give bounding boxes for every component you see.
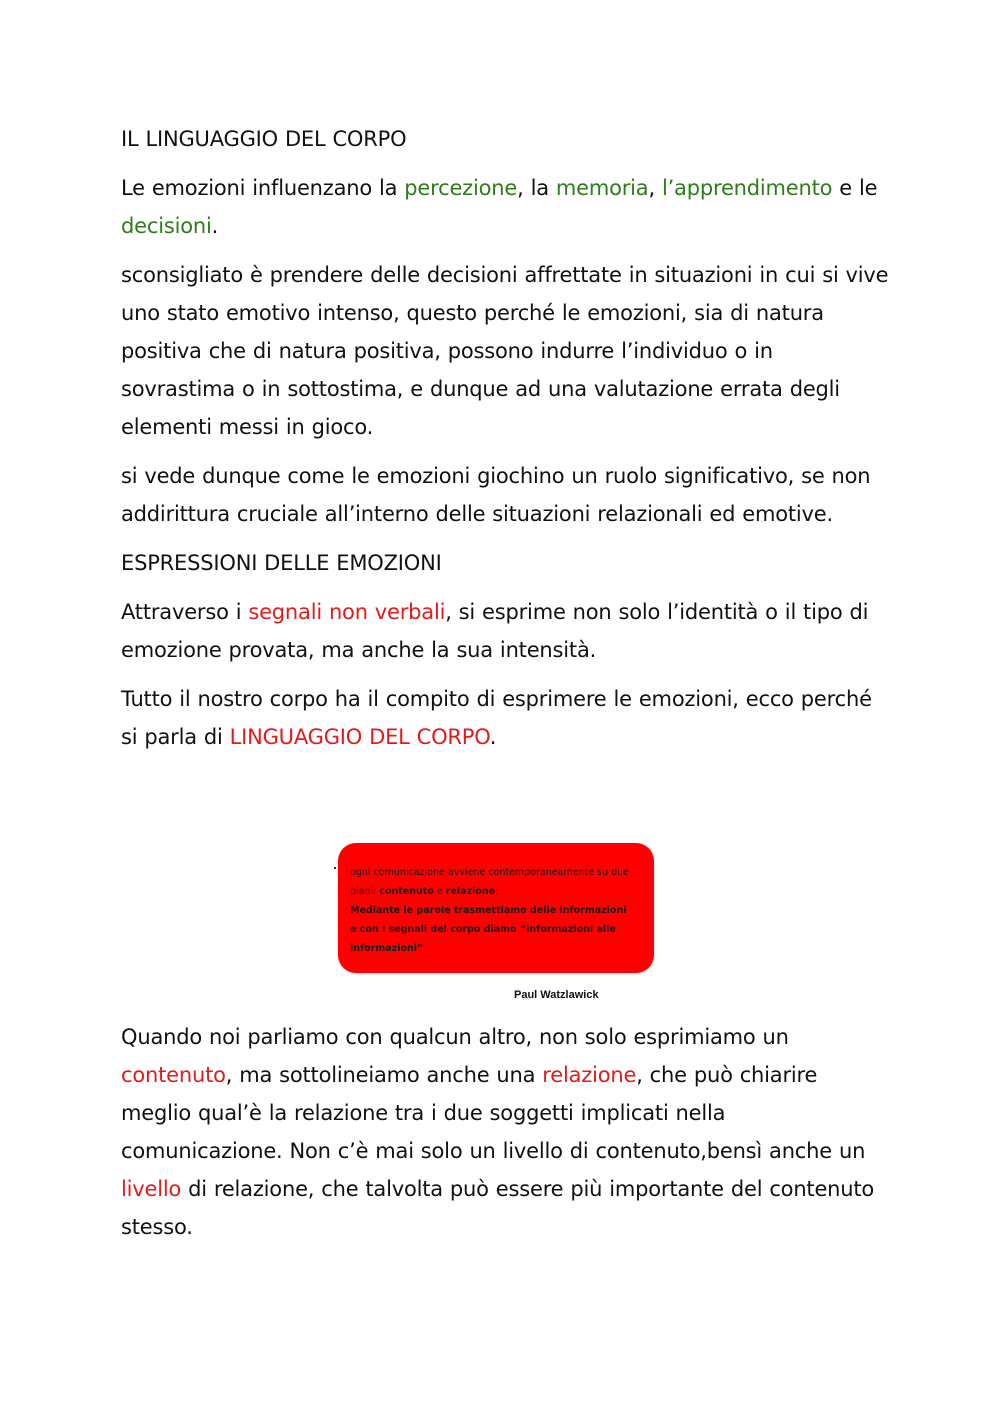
text-span: di relazione, che talvolta può essere più importante del contenuto stesso. <box>121 1177 875 1239</box>
text-span: , che può chiarire meglio qual’è la relazione tra i due soggetti implicati nella comunicazione. Non c’è mai solo un livello di contenuto,bensì anche un <box>121 1063 866 1163</box>
text-span: , la <box>517 176 556 200</box>
quote-line-4: e con i segnali del corpo diamo “informazioni alle <box>350 924 616 935</box>
text-span: , <box>648 176 662 200</box>
document-body-continued <box>121 1018 891 1257</box>
text-span: : <box>495 886 499 897</box>
text-span: , ma sottolineiamo anche una <box>225 1063 543 1087</box>
text-span: Quando noi parliamo con qualcun altro, non solo esprimiamo un <box>121 1025 789 1049</box>
highlight-apprendimento: l’apprendimento <box>661 176 833 200</box>
text-span: , si esprime non solo l’identità o il tipo di emozione provata, ma anche la sua intensità. <box>121 600 869 662</box>
quote-box <box>338 843 654 973</box>
text-span: . <box>489 725 497 749</box>
quote-line-3: Mediante le parole trasmettiamo delle informazioni <box>350 905 627 916</box>
quote-figure <box>334 843 656 1007</box>
text-span: e <box>433 886 446 897</box>
highlight-memoria: memoria <box>555 176 649 200</box>
text-span: Le emozioni influenzano la <box>121 176 405 200</box>
highlight-contenuto: contenuto <box>121 1063 226 1087</box>
quote-attribution: Paul Watzlawick <box>514 989 599 1001</box>
paragraph-attraverso <box>121 593 891 669</box>
paragraph-sconsigliato: sconsigliato è prendere delle decisioni affrettate in situazioni in cui si vive uno stato emotivo intenso, questo perché le emozioni, sia di natura positiva che di natura positiva, possono indurre l’individuo o in sovrastima o in sottostima, e dunque ad una valutazione errata degli elementi messi in gioco. <box>121 263 889 439</box>
highlight-relazione: relazione <box>542 1063 637 1087</box>
paragraph-si-vede-dunque: si vede dunque come le emozioni giochino un ruolo significativo, se non addirittura cruciale all’interno delle situazioni relazionali ed emotive. <box>121 464 871 526</box>
quote-line-5: informazioni” <box>350 943 424 954</box>
heading-linguaggio-del-corpo: IL LINGUAGGIO DEL CORPO <box>121 127 407 151</box>
text-span: Tutto il nostro corpo ha il compito di esprimere le emozioni, ecco perché si parla di <box>121 687 872 749</box>
highlight-segnali-non-verbali: segnali non verbali <box>248 600 446 624</box>
quote-contenuto: contenuto <box>379 886 434 897</box>
quote-line-2 <box>350 882 648 901</box>
heading-espressioni-delle-emozioni: ESPRESSIONI DELLE EMOZIONI <box>121 551 442 575</box>
highlight-percezione: percezione <box>404 176 518 200</box>
text-span: piani: <box>350 886 380 897</box>
paragraph-tutto-il-corpo <box>121 680 891 756</box>
text-span: . <box>211 214 219 238</box>
highlight-decisioni: decisioni <box>121 214 212 238</box>
highlight-livello: livello <box>121 1177 182 1201</box>
quote-line-1: ogni comunicazione avviene contemporaneamente su due <box>350 867 630 878</box>
document-body <box>121 120 891 767</box>
highlight-linguaggio-del-corpo: LINGUAGGIO DEL CORPO <box>229 725 490 749</box>
quote-relazione: relazione <box>445 886 496 897</box>
paragraph-quando-noi-parliamo <box>121 1018 891 1246</box>
text-span: e le <box>832 176 878 200</box>
text-span: Attraverso i <box>121 600 249 624</box>
paragraph-emozioni-influenzano <box>121 169 891 245</box>
bullet-mark <box>334 867 336 869</box>
